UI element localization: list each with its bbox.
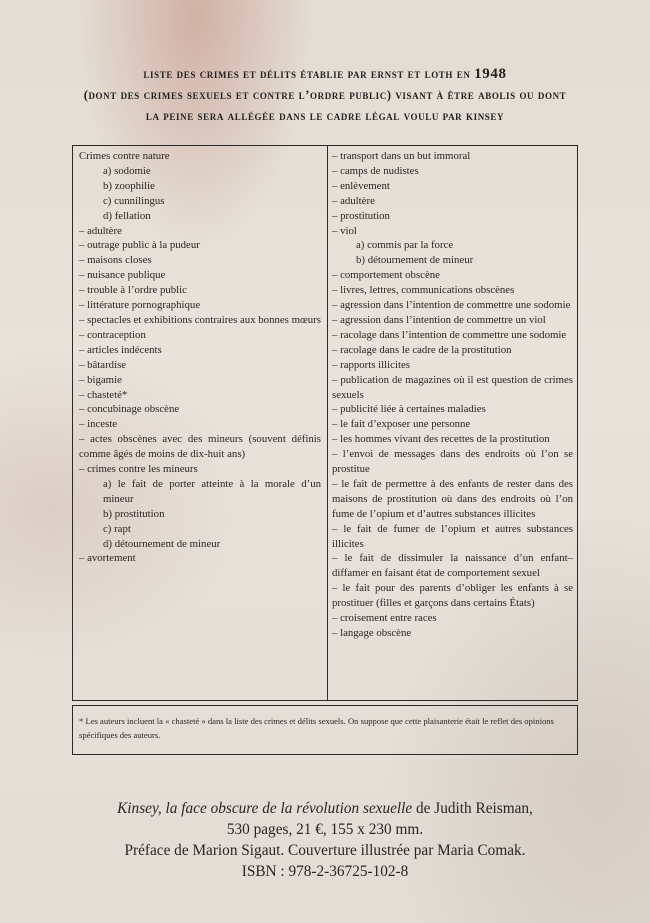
table-row: – bigamie <box>79 373 122 386</box>
table-row: – le fait de fumer de l’opium et autres substances illicites <box>332 522 573 550</box>
heading-line-1-text: liste des crimes et délits établie par ernst et loth en <box>143 67 475 81</box>
table-row: – publication de magazines où il est question de crimes sexuels <box>332 373 573 401</box>
table-row: b) prostitution <box>103 507 165 520</box>
list-heading <box>40 64 610 127</box>
table-row: – les hommes vivant des recettes de la prostitution <box>332 433 550 446</box>
table-row: – agression dans l’intention de commettre un viol <box>332 313 546 326</box>
footer-line-3: Préface de Marion Sigaut. Couverture illustrée par Maria Comak. <box>124 842 526 859</box>
table-row: – croisement entre races <box>332 612 437 625</box>
table-row: – livres, lettres, communications obscènes <box>332 284 515 297</box>
table-row: – nuisance publique <box>79 269 166 282</box>
table-row: – outrage public à la pudeur <box>79 239 200 252</box>
table-row: c) cunnilingus <box>103 194 165 207</box>
table-row: – transport dans un but immoral <box>332 150 471 162</box>
table-row: – le fait de dissimuler la naissance d’un enfant– diffamer en faisant état de comportement sexuel <box>332 552 573 580</box>
footnote-box <box>72 705 578 755</box>
table-row: – agression dans l’intention de commettre une sodomie <box>332 299 571 312</box>
heading-line-3: la peine sera allégée dans le cadre légal voulu par kinsey <box>145 109 505 123</box>
table-row: – articles indécents <box>79 343 162 356</box>
table-row: – maisons closes <box>79 254 152 267</box>
table-row: – bâtardise <box>79 358 127 371</box>
table-left-column <box>73 146 328 700</box>
table-row: – le fait pour des parents d’obliger les enfants à se prostituer (filles et garçons dans certains États) <box>332 582 573 610</box>
table-row: c) rapt <box>103 522 131 535</box>
table-row: – actes obscènes avec des mineurs (souvent définis comme âgés de moins de dix-huit ans) <box>79 433 321 461</box>
table-row: – adultère <box>332 194 375 207</box>
heading-year: 1948 <box>474 66 507 82</box>
table-row: – avortement <box>79 552 136 565</box>
table-row: a) sodomie <box>103 164 151 177</box>
table-row: – comportement obscène <box>332 269 440 282</box>
table-row: – concubinage obscène <box>79 403 180 416</box>
table-row: b) zoophilie <box>103 179 155 192</box>
footer-line-4: ISBN : 978-2-36725-102-8 <box>241 863 409 880</box>
table-row: – racolage dans l’intention de commettre une sodomie <box>332 328 567 341</box>
table-row: – le fait d’exposer une personne <box>332 418 471 431</box>
table-row: d) fellation <box>103 209 151 222</box>
table-row: – littérature pornographique <box>79 299 201 312</box>
table-row: – rapports illicites <box>332 358 410 371</box>
book-footer <box>40 798 610 882</box>
book-author: de Judith Reisman, <box>412 800 533 817</box>
table-row: a) le fait de porter atteinte à la morale d’un mineur <box>103 477 321 505</box>
table-row: – crimes contre les mineurs <box>79 463 198 476</box>
footer-line-2: 530 pages, 21 €, 155 x 230 mm. <box>226 821 424 838</box>
table-row: – publicité liée à certaines maladies <box>332 403 486 416</box>
table-right-column <box>328 146 577 700</box>
table-row: d) détournement de mineur <box>103 537 221 550</box>
heading-line-2: (dont des crimes sexuels et contre l’ordre public) visant à être abolis ou dont <box>83 88 567 102</box>
book-title: Kinsey, la face obscure de la révolution sexuelle <box>117 800 413 817</box>
table-row: – racolage dans le cadre de la prostitution <box>332 343 512 356</box>
table-row: – langage obscène <box>332 627 412 639</box>
table-row: – inceste <box>79 418 118 431</box>
table-row: – viol <box>332 224 357 237</box>
table-row: Crimes contre nature <box>79 150 170 162</box>
table-row: – chasteté* <box>79 388 128 401</box>
table-row: – adultère <box>79 224 122 237</box>
table-row: – camps de nudistes <box>332 164 419 177</box>
table-row: – enlèvement <box>332 179 390 192</box>
table-row: – le fait de permettre à des enfants de rester dans des maisons de prostitution où dans des endroits où l’on fume de l’opium et d’autres substances illicites <box>332 477 573 520</box>
table-row: – contraception <box>79 328 146 341</box>
table-row: – spectacles et exhibitions contraires aux bonnes mœurs <box>79 313 321 326</box>
crimes-table <box>72 145 578 701</box>
table-row: – l’envoi de messages dans des endroits où l’on se prostitue <box>332 448 573 476</box>
table-row: – trouble à l’ordre public <box>79 284 187 297</box>
table-row: – prostitution <box>332 209 390 222</box>
footer-line-1 <box>40 798 610 819</box>
table-row: a) commis par la force <box>356 239 454 252</box>
table-row: b) détournement de mineur <box>356 254 474 267</box>
footnote-text: * Les auteurs incluent la « chasteté » dans la liste des crimes et délits sexuels. On suppose que cette plaisanterie était le reflet des opinions spécifiques des auteurs. <box>79 716 554 740</box>
heading-line-1 <box>40 64 610 85</box>
